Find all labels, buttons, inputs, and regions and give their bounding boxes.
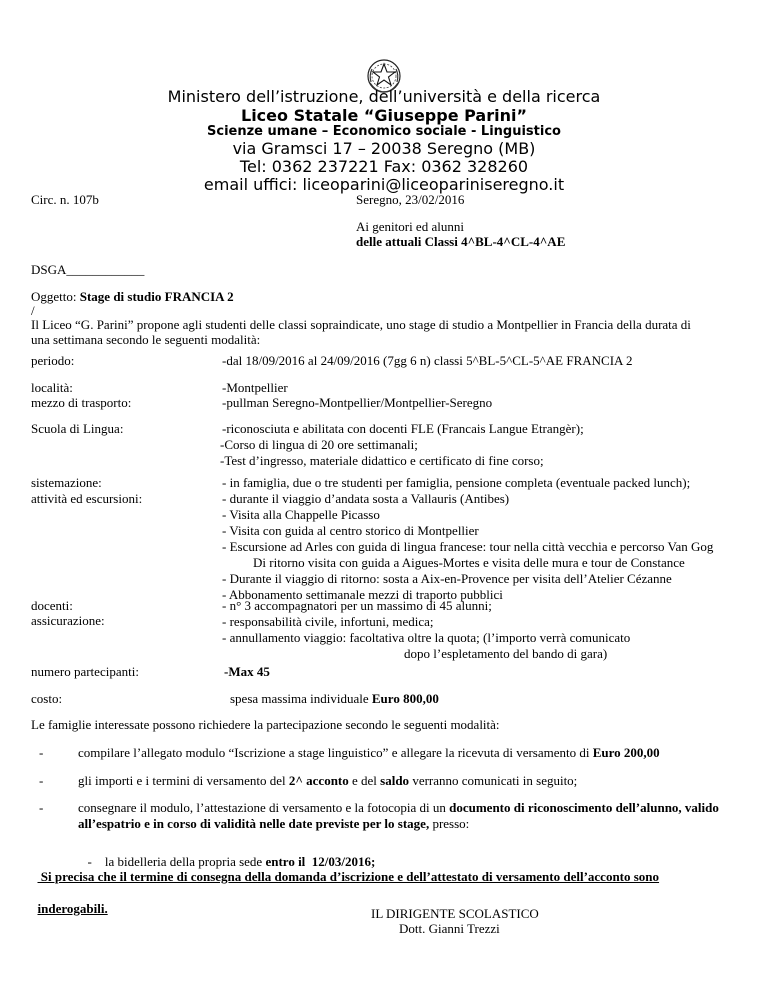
ministry-name: Ministero dell’istruzione, dell’università e della ricerca [167,87,601,106]
intro-line2: una settimana secondo le seguenti modalità: [31,332,261,347]
periodo-label: periodo: [31,353,75,368]
costo-amount: Euro 800,00 [371,691,439,706]
step-2-c: e del [348,773,381,788]
step-dash: - [39,800,44,815]
activity-line: - Abbonamento settimanale mezzi di traporto pubblici [222,587,503,602]
step-2-d: saldo [380,773,410,788]
step-3-a: consegnare il modulo, l’attestazione di versamento e la fotocopia di un [78,800,450,815]
scuola-line: -Corso di lingua di 20 ore settimanali; [220,437,418,452]
trasporto-label: mezzo di trasporto: [31,395,132,410]
docenti-line: - annullamento viaggio: facoltativa oltre la quota; (l’importo verrà comunicato [222,630,631,645]
scuola-line: -Test d’ingresso, materiale didattico e certificato di fine corso; [220,453,544,468]
step-1 [78,745,660,761]
sistemazione-label: sistemazione: [31,475,102,490]
docenti-label: docenti: [31,598,73,613]
school-email: email uffici: liceoparini@liceopariniseregno.it [203,175,565,194]
subject-text: Stage di studio FRANCIA 2 [79,289,234,304]
signature-name: Dott. Gianni Trezzi [399,921,500,936]
scuola-label: Scuola di Lingua: [31,421,124,436]
activity-line: - durante il viaggio d’andata sosta a Vallauris (Antibes) [222,491,510,506]
docenti-lines [222,598,630,662]
localita-value: -Montpellier [222,380,288,395]
place-date: Seregno, 23/02/2016 [356,192,465,207]
partecipanti-value: -Max 45 [224,664,270,679]
step-1-amount: Euro 200,00 [592,745,660,760]
step-2-e: verranno comunicati in seguito; [409,773,578,788]
school-name: Liceo Statale “Giuseppe Parini” [241,106,527,125]
trasporto-value: -pullman Seregno-Montpellier/Montpellier-Seregno [222,395,493,410]
step-1-text: compilare l’allegato modulo “Iscrizione a stage linguistico” e allegare la ricevuta di versamento di [78,745,593,760]
activity-line: - Visita alla Chappelle Picasso [222,507,380,522]
school-address: via Gramsci 17 – 20038 Seregno (MB) [232,139,536,158]
step-2-b: 2^ acconto [288,773,349,788]
slash: / [31,303,35,318]
school-subjects: Scienze umane – Economico sociale - Linguistico [207,124,561,139]
step-3-b: documento di riconoscimento dell’alunno, valido [449,800,719,815]
docenti-line: dopo l’espletamento del bando di gara) [404,646,608,661]
partecipanti-label: numero partecipanti: [31,664,139,679]
localita-label: località: [31,380,73,395]
scuola-lines [222,421,584,469]
costo-prefix: spesa massima individuale [230,691,372,706]
attivita-label: attività ed escursioni: [31,491,143,506]
sistemazione-lines [222,475,713,603]
dsga-line: DSGA____________ [31,262,145,277]
signature-role: IL DIRIGENTE SCOLASTICO [371,906,539,921]
costo-value [230,691,439,707]
periodo-value: -dal 18/09/2016 al 24/09/2016 (7gg 6 n) classi 5^BL-5^CL-5^AE FRANCIA 2 [222,353,633,368]
school-phone: Tel: 0362 237221 Fax: 0362 328260 [239,157,529,176]
costo-label: costo: [31,691,63,706]
scuola-line: -riconosciuta e abilitata con docenti FLE (Francais Langue Etrangèr); [222,421,584,436]
step-4-a: - la bidelleria della propria sede [87,854,266,869]
intro-line1: Il Liceo “G. Parini” propone agli studenti delle classi sopraindicate, uno stage di studio a Montpellier in Francia della durata di [31,317,691,332]
activity-line: - Escursione ad Arles con guida di lingua francese: tour nella città vecchia e percorso Van Gog [222,539,714,554]
subject-line [31,289,234,305]
step-dash: - [39,745,44,760]
activity-line: - Visita con guida al centro storico di Montpellier [222,523,479,538]
step-2 [78,773,577,789]
recipients-line2: delle attuali Classi 4^BL-4^CL-4^AE [356,234,566,249]
step-4-b: entro il 12/03/2016; [265,854,376,869]
step-dash: - [39,773,44,788]
docenti-line: - n° 3 accompagnatori per un massimo di 45 alunni; [222,598,492,613]
activity-line: Di ritorno visita con guida a Aigues-Mortes e visita delle mura e tour de Constance [253,555,685,570]
recipients-line1: Ai genitori ed alunni [356,219,464,234]
subject-prefix: Oggetto: [31,289,80,304]
step-3-c: all’espatrio e in corso di validità nelle date previste per lo stage, [78,816,430,831]
docenti-line: - responsabilità civile, infortuni, medica; [222,614,434,629]
activity-line: - in famiglia, due o tre studenti per famiglia, pensione completa (eventuale packed lunch); [222,475,691,490]
circular-number: Circ. n. 107b [31,192,99,207]
assicurazione-label: assicurazione: [31,613,105,628]
notice-line2: inderogabili. [37,901,108,916]
step-3 [78,800,719,832]
deadline-notice [31,853,659,917]
step-2-a: gli importi e i termini di versamento del [78,773,289,788]
families-intro: Le famiglie interessate possono richiedere la partecipazione secondo le seguenti modalità: [31,717,500,732]
notice-line1: Si precisa che il termine di consegna della domanda d’iscrizione e dell’attestato di versamento dell’acconto sono [37,869,660,884]
activity-line: - Durante il viaggio di ritorno: sosta a Aix-en-Provence per visita dell’Atelier Cézanne [222,571,672,586]
step-3-d: presso: [429,816,470,831]
